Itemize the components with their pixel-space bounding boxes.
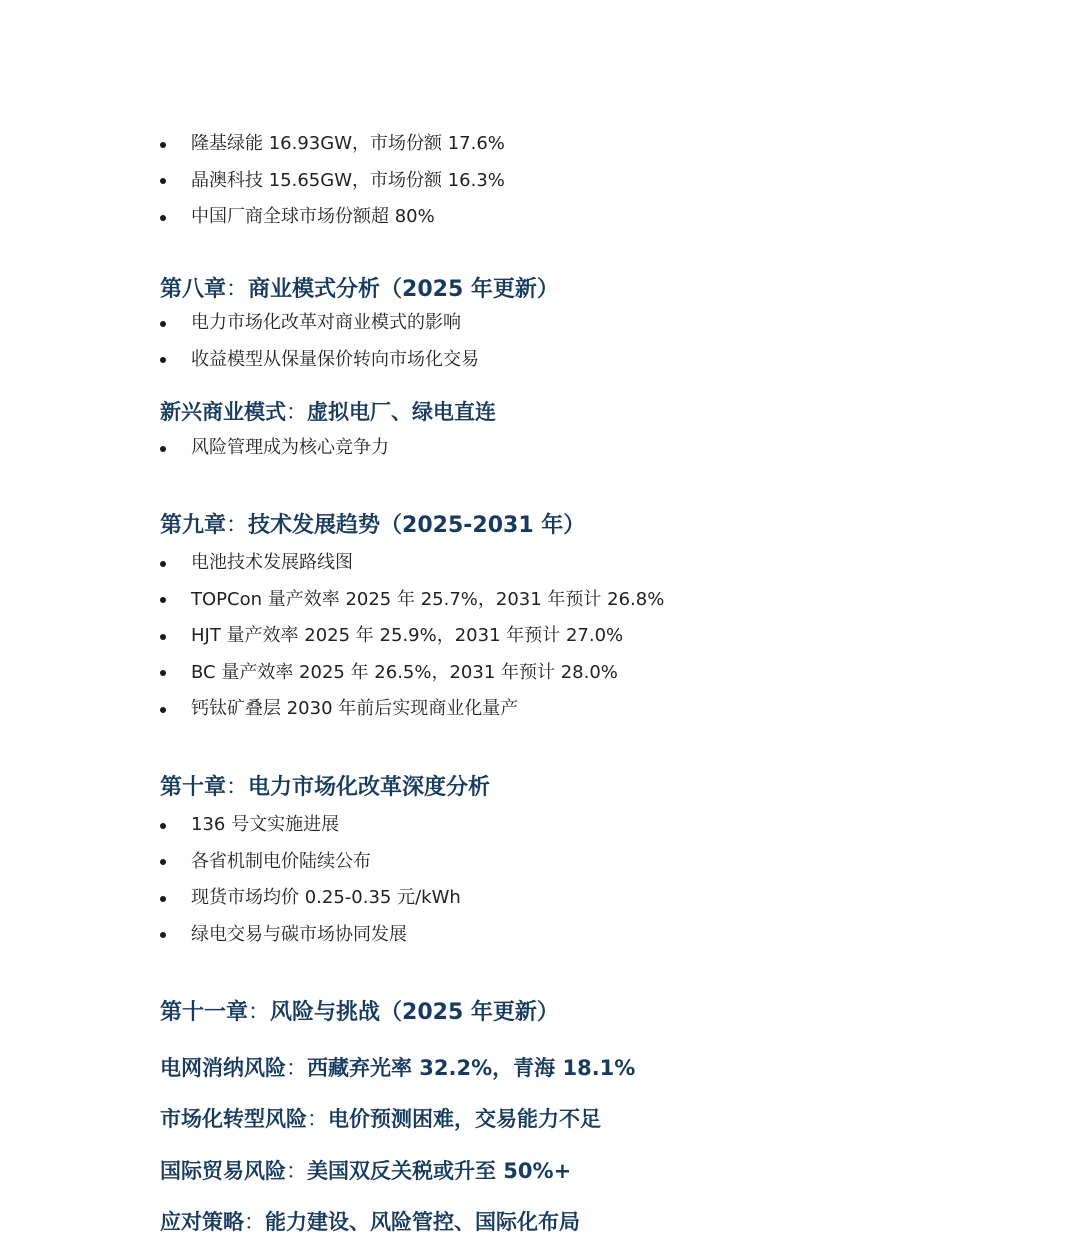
chapter11-heading: 第十一章：风险与挑战（2025 年更新） (160, 1000, 559, 1025)
bullet-icon (160, 896, 166, 902)
list-item: 电力市场化改革对商业模式的影响 (160, 305, 479, 342)
bullet-icon (160, 178, 166, 184)
list-item: BC 量产效率 2025 年 26.5%，2031 年预计 28.0% (160, 655, 664, 692)
chapter8-heading: 第八章：商业模式分析（2025 年更新） (160, 277, 559, 302)
chapter9-list (160, 545, 664, 728)
list-item: 隆基绿能 16.93GW，市场份额 17.6% (160, 126, 505, 163)
list-item: 各省机制电价陆续公布 (160, 844, 461, 881)
bullet-icon (160, 142, 166, 148)
bullet-icon (160, 446, 166, 452)
chapter8-subheading: 新兴商业模式：虚拟电厂、绿电直连 (160, 400, 496, 424)
bullet-icon (160, 321, 166, 327)
list-item: 绿电交易与碳市场协同发展 (160, 917, 461, 954)
bullet-icon (160, 634, 166, 640)
risk-trade: 国际贸易风险：美国双反关税或升至 50%+ (160, 1159, 572, 1183)
list-item: TOPCon 量产效率 2025 年 25.7%，2031 年预计 26.8% (160, 582, 664, 619)
list-item: 中国厂商全球市场份额超 80% (160, 199, 505, 236)
chapter10-heading: 第十章：电力市场化改革深度分析 (160, 775, 491, 800)
bullet-icon (160, 670, 166, 676)
risk-grid: 电网消纳风险：西藏弃光率 32.2%，青海 18.1% (160, 1056, 636, 1080)
bullet-icon (160, 859, 166, 865)
list-item: 136 号文实施进展 (160, 807, 461, 844)
chapter8-sub-list (160, 430, 389, 467)
list-item: HJT 量产效率 2025 年 25.9%，2031 年预计 27.0% (160, 618, 664, 655)
list-item: 电池技术发展路线图 (160, 545, 664, 582)
bullet-icon (160, 561, 166, 567)
chapter9-heading: 第九章：技术发展趋势（2025-2031 年） (160, 513, 586, 538)
list-item: 收益模型从保量保价转向市场化交易 (160, 342, 479, 379)
risk-market: 市场化转型风险：电价预测困难，交易能力不足 (160, 1107, 601, 1131)
risk-strategy: 应对策略：能力建设、风险管控、国际化布局 (160, 1210, 580, 1234)
list-item: 现货市场均价 0.25-0.35 元/kWh (160, 880, 461, 917)
list-item: 钙钛矿叠层 2030 年前后实现商业化量产 (160, 691, 664, 728)
chapter8-list (160, 305, 479, 378)
bullet-icon (160, 932, 166, 938)
list-item: 晶澳科技 15.65GW，市场份额 16.3% (160, 163, 505, 200)
bullet-icon (160, 597, 166, 603)
chapter10-list (160, 807, 461, 953)
bullet-icon (160, 215, 166, 221)
list-item: 风险管理成为核心竞争力 (160, 430, 389, 467)
bullet-icon (160, 823, 166, 829)
market-share-list (160, 126, 505, 236)
bullet-icon (160, 707, 166, 713)
bullet-icon (160, 357, 166, 363)
